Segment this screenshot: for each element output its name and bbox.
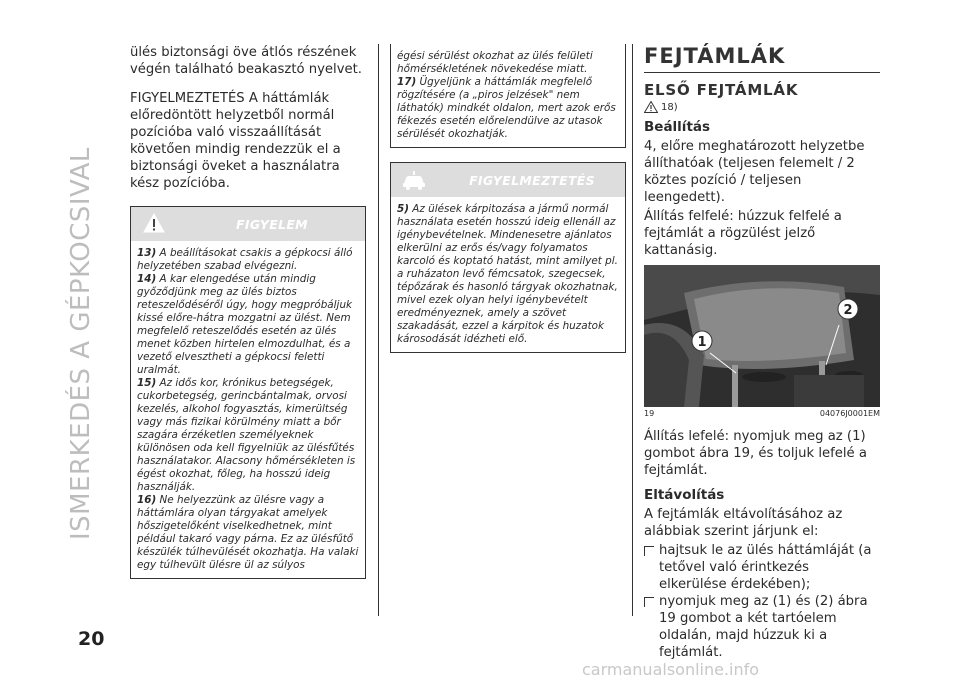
column-3 — [644, 44, 880, 661]
paragraph-adjust-up: Állítás felfelé: húzzuk felfelé a fejtámlát a rögzülést jelző kattanásig. — [644, 209, 842, 258]
paragraph-adjust-down: Állítás lefelé: nyomjuk meg az (1) gombot ábra 19, és toljuk lefelé a fejtámlát. — [644, 429, 867, 478]
headrest-illustration — [644, 265, 880, 407]
warning-item: 16) Ne helyezzünk az ülésre vagy a háttámlára olyan tárgyakat amelyek hőszigetelőként viselkedhetnek, mint például takaró vagy párna. Ez az ülésfűtő készülék túlhevülését okozhatja. Ha valaki egy túlhevült ülésre ül az súlyos — [137, 494, 359, 571]
bullet-text: hajtsuk le az ülés háttámláját (a tetővel való érintkezés elkerülése érdekében); — [659, 543, 872, 592]
page-number: 20 — [78, 628, 105, 650]
subsection-title: ELSŐ FEJTÁMLÁK — [644, 81, 799, 99]
paragraph-removal-intro: A fejtámlák eltávolításához az alábbiak szerint járjunk el: — [644, 507, 843, 539]
car-notice-icon — [401, 169, 427, 191]
paragraph-adjust-positions: 4, előre meghatározott helyzetbe állíthatóak (teljesen felemelt / 2 köztes pozíció / teljesen leengedett). — [644, 139, 865, 205]
warning-title: FIGYELEM — [236, 217, 308, 232]
paragraph-note-belts: FIGYELMEZTETÉS A háttámlák előredöntött helyzetből normál pozícióba való visszaállítását követően mindig rendezzük el a biztonsági öveket a használatra kész pozícióba. — [130, 91, 341, 191]
headrest-figure — [644, 265, 880, 407]
column-divider — [378, 44, 379, 616]
paragraph-belt-tongue: ülés biztonsági öve átlós részének végén található beakasztó nyelvet. — [130, 45, 362, 77]
warning-continued-text: égési sérülést okozhat az ülés felületi hőmérsékletének növekedése miatt. — [397, 50, 593, 75]
notice-box — [390, 162, 626, 353]
reference-number: 18) — [661, 101, 678, 113]
warning-triangle-icon — [143, 213, 165, 233]
warning-triangle-icon — [644, 101, 658, 113]
warning-box — [130, 206, 366, 579]
notice-body — [391, 197, 625, 352]
list-item — [644, 593, 880, 661]
notice-title: FIGYELMEZTETÉS — [469, 173, 595, 188]
figure-code: 04076J0001EM — [819, 409, 880, 418]
column-1 — [130, 44, 366, 579]
heading-removal: Eltávolítás — [644, 487, 725, 503]
column-2 — [390, 44, 626, 353]
warning-reference — [644, 101, 880, 113]
column-divider — [632, 44, 633, 616]
warning-item: 15) Az idős kor, krónikus betegségek, cukorbetegség, gerincbántalmak, orvosi kezelés, alkohol fogyasztás, kimerültség vagy más fizikai körülmény miatt a bőr szagára érzéketlen személyeknek különösen oda kell figyelniük az ülésfűtés használatakor. Alacsony hőmérsékleten is égést okozhat, főleg, ha hosszú ideig használják. — [137, 377, 356, 493]
bullet-text: nyomjuk meg az (1) és (2) ábra 19 gombot a két tartóelem oldalán, majd húzzuk ki a fejtámlát. — [659, 594, 868, 660]
bullet-marker — [644, 597, 654, 607]
bullet-marker — [644, 546, 654, 556]
warning-body — [131, 241, 365, 578]
chapter-side-title: ISMERKEDÉS A GÉPKOCSIVAL — [66, 147, 96, 540]
notice-item: 5) Az ülések kárpitozása a jármű normál használata esetén hosszú ideig ellenáll az igénybevételnek. Mindenesetre ajánlatos elkerülni az erős és/vagy folyamatos karcoló és koptató hatást, mint amilyet pl. a ruházaton levő fémcsatok, szegecsek, tépőzárak és hasonló tárgyak okozhatnak, mivel ezek olyan helyi igénybevételt eredményeznek, amely a szövet szakadását, ezzel a kárpitok és huzatok károsodását idézheti elő. — [397, 203, 618, 345]
warning-continued-box — [390, 44, 626, 148]
list-item — [644, 542, 880, 593]
figure-number: 19 — [644, 409, 655, 418]
warning-header — [131, 207, 365, 241]
figure-caption — [644, 409, 880, 418]
notice-header — [391, 163, 625, 197]
warning-item: 13) A beállításokat csakis a gépkocsi álló helyzetében szabad elvégezni. — [137, 247, 353, 272]
watermark: carmanualsonline.info — [582, 660, 760, 679]
warning-item: 14) A kar elengedése után mindig győződjünk meg az ülés biztos reteszelődéséről úgy, hogy megpróbáljuk kissé előre-hátra mozgatni az ülést. Nem megfelelő reteszelődés esetén az ülés menet közben hirtelen elmozdulhat, és a vezető elvesztheti a gépkocsi feletti uralmát. — [137, 273, 353, 376]
callout-1: 1 — [697, 335, 707, 350]
callout-2: 2 — [843, 303, 853, 318]
heading-adjustment: Beállítás — [644, 119, 711, 135]
warning-item: 17) Ügyeljünk a háttámlák megfelelő rögzítésére (a „piros jelzések" nem láthatók) mindkét oldalon, mert azok erős fékezés esetén előrelendülve az utasok sérülését okozhatják. — [397, 76, 616, 140]
section-title: FEJTÁMLÁK — [644, 44, 880, 73]
